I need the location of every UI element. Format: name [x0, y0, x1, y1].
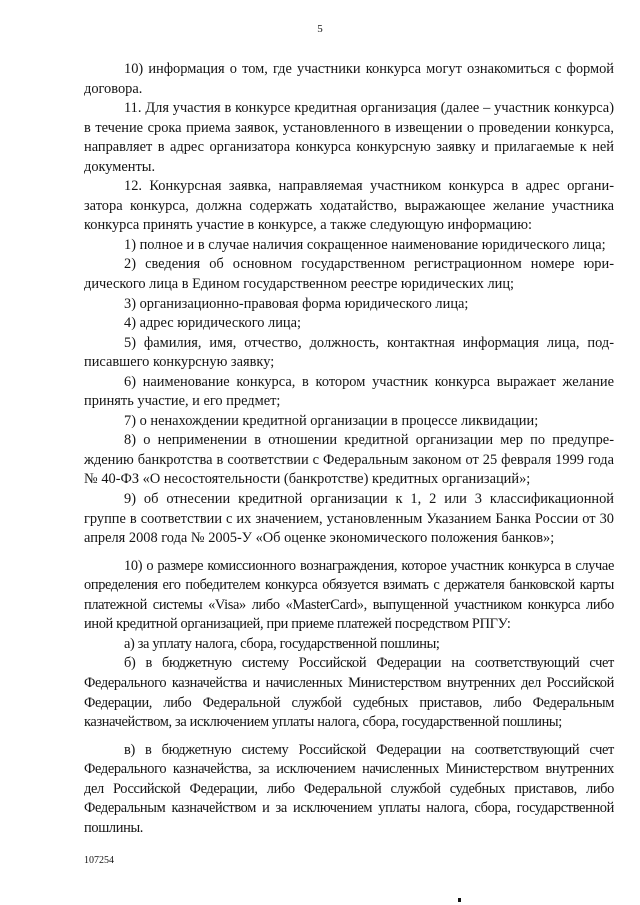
page-number: 5 [317, 23, 323, 35]
list-item-6-contest-name: 6) наименование конкурса, в котором участник конкурса выражает желание принять участие, и его предмет; [84, 373, 614, 410]
list-item-8-no-bankruptcy-measures: 8) о неприменении в отношении кредитной организации мер по предупреждению банкротства в соответствии с Федеральным законом от 25 февраля 1999 года № 40-ФЗ «О несостоятельности (банкротстве) кредитных организаций»; [84, 432, 614, 488]
list-item-9-classification-group: 9) об отнесении кредитной организации к 1, 2 или 3 классификационной группе в соответствии с их значением, установленным Указанием Банка России от 30 апреля 2008 года № 2005-У «Об оценке экономического положения банков»; [84, 491, 614, 547]
scan-mark [458, 898, 461, 902]
paragraph-clause-12: 12. Конкурсная заявка, направляемая участником конкурса в адрес организатора конкурса, должна содержать ходатайство, выражающее желание участника конкурса принять участие в конкурсе, а также следующую информацию: [84, 178, 614, 234]
document-body [84, 60, 614, 838]
paragraph-clause-11: 11. Для участия в конкурсе кредитная организация (далее – участник конкурса) в течение срока приема заявок, установленного в извещении о проведении конкурса, направляет в адрес организатора конкурса конкурсную заявку и прилагаемые к ней документы. [84, 100, 614, 175]
list-item-1-name: 1) полное и в случае наличия сокращенное наименование юридического лица; [124, 236, 606, 253]
list-item-10-commission: 10) о размере комиссионного вознаграждения, которое участник конкурса в случае определения его победителем конкурса обязуется взимать с держателя банковской карты платежной системы «Visa» либо «MasterCard», выпущенной участником конкурса либо иной кредитной организацией, при приеме платежей посредством РПГУ: [84, 557, 614, 633]
list-item-5-signatory: 5) фамилия, имя, отчество, должность, контактная информация лица, подписавшего конкурсную заявку; [84, 334, 614, 371]
sub-item-v-budget-excluded: в) в бюджетную систему Российской Федерации на соответствующий счет Федерального казначейства, за исключением начисленных Министерством внутренних дел Российской Федерации, либо Федеральной службой судебных приставов, либо Федеральным казначейством и за исключением уплаты налога, сбора, государственной пошлины. [84, 741, 614, 836]
list-item-2-ogrn: 2) сведения об основном государственном регистрационном номере юридического лица в Едином государственном реестре юридических лиц; [84, 256, 614, 293]
sub-item-b-budget-accrued: б) в бюджетную систему Российской Федерации на соответствующий счет Федерального казначейства и начисленных Министерством внутренних дел Российской Федерации, либо Федеральной службой судебных приставов, либо Федеральным казначейством, за исключением уплаты налога, сбора, государственной пошлины; [84, 655, 614, 731]
paragraph-item-10-contract-form: 10) информация о том, где участники конкурса могут ознакомиться с формой договора. [84, 61, 614, 97]
list-item-4-address: 4) адрес юридического лица; [124, 315, 302, 332]
list-item-3-legal-form: 3) организационно-правовая форма юридического лица; [124, 295, 469, 312]
sub-item-a-tax-fee: а) за уплату налога, сбора, государственной пошлины; [124, 635, 440, 652]
footer-document-code: 107254 [84, 855, 114, 866]
list-item-7-no-liquidation: 7) о ненахождении кредитной организации в процессе ликвидации; [124, 412, 539, 429]
